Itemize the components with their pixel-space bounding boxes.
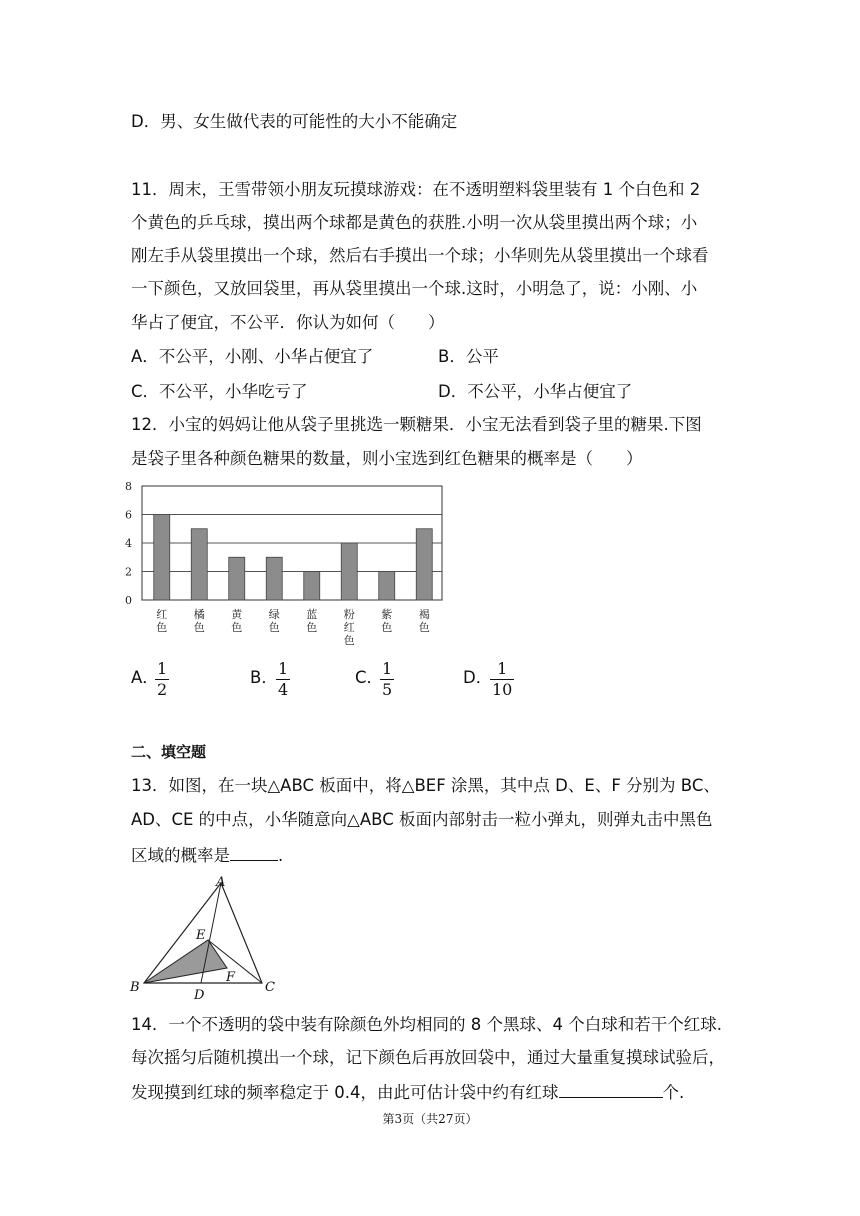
y-tick-label: 4 <box>125 537 132 550</box>
triangle-figure <box>124 872 284 1000</box>
q11-line-2: 个黄色的乒乓球，摸出两个球都是黄色的获胜.小明一次从袋里摸出两个球；小 <box>131 213 698 232</box>
chart-y-axis <box>125 480 132 607</box>
chart-bars <box>154 515 433 601</box>
q12-option-d-letter: D． <box>463 668 493 687</box>
q11-option-c: C．不公平，小华吃亏了 <box>131 382 308 401</box>
answer-blank <box>559 1079 663 1098</box>
x-category-label: 黄色 <box>231 608 243 634</box>
label-c: C <box>265 980 275 995</box>
bar-8 <box>416 529 432 600</box>
q14-line-3-end: 个. <box>662 1083 685 1102</box>
bar-3 <box>229 557 245 600</box>
x-category-label: 红色 <box>156 608 168 634</box>
q11-line-3: 刚左手从袋里摸出一个球，然后右手摸出一个球；小华则先从袋里摸出一个球看 <box>131 246 709 265</box>
q11-option-a: A．不公平，小刚、小华占便宜了 <box>131 347 374 366</box>
q14-line-2: 每次摇匀后随机摸出一个球，记下颜色后再放回袋中，通过大量重复摸球试验后， <box>131 1048 725 1067</box>
q13-line-3-text: 区域的概率是 <box>131 846 230 865</box>
bar-6 <box>341 543 357 600</box>
q13-line-3-end: . <box>278 846 284 865</box>
label-d: D <box>194 988 205 1000</box>
q12-line-1: 12．小宝的妈妈让他从袋子里挑选一颗糖果．小宝无法看到袋子里的糖果.下图 <box>131 415 702 434</box>
q13-line-1: 13．如图，在一块△ABC 板面中，将△BEF 涂黑，其中点 D、E、F 分别为 BC、 <box>131 776 720 795</box>
shaded-triangle-bef <box>144 940 227 983</box>
bar-7 <box>379 572 395 601</box>
bar-2 <box>191 529 207 600</box>
fraction-denominator: 2 <box>157 680 168 699</box>
fraction-numerator: 1 <box>278 659 289 678</box>
q11-line-4: 一下颜色，又放回袋里，再从袋里摸出一个球.这时，小明急了，说：小刚、小 <box>131 279 698 298</box>
fraction-denominator: 5 <box>382 680 393 699</box>
q11-line-1: 11．周末，王雪带领小朋友玩摸球游戏：在不透明塑料袋里装有 1 个白色和 2 <box>131 180 701 199</box>
bar-4 <box>266 557 282 600</box>
q13-line-3 <box>131 842 283 868</box>
q13-line-2: AD、CE 的中点，小华随意向△ABC 板面内部射击一粒小弹丸，则弹丸击中黑色 <box>131 810 713 829</box>
section-title: 二、填空题 <box>131 743 207 761</box>
x-category-label: 粉红色 <box>343 608 355 647</box>
fraction-numerator: 1 <box>382 659 393 678</box>
x-category-label: 橘色 <box>193 608 205 634</box>
y-tick-label: 2 <box>125 565 132 579</box>
label-b: B <box>130 980 140 995</box>
chart-grid <box>142 515 442 572</box>
q12-option-b-letter: B． <box>250 668 278 687</box>
q14-line-3-text: 发现摸到红球的频率稳定于 0.4，由此可估计袋中约有红球 <box>131 1083 559 1102</box>
q12-line-2: 是袋子里各种颜色糖果的数量，则小宝选到红色糖果的概率是（ ） <box>131 449 643 468</box>
q12-option-c-letter: C． <box>355 668 384 687</box>
y-tick-label: 8 <box>125 480 132 493</box>
x-category-label: 紫色 <box>381 608 393 634</box>
label-f: F <box>226 970 236 985</box>
fraction-numerator: 1 <box>157 659 168 678</box>
fraction-denominator: 4 <box>278 680 289 699</box>
q12-option-c-fraction <box>380 660 394 699</box>
q12-option-a-letter: A． <box>131 668 159 687</box>
x-category-label: 褐色 <box>418 608 430 634</box>
q12-option-d-fraction <box>490 660 514 699</box>
bar-5 <box>304 572 320 601</box>
q12-option-b-fraction <box>276 660 290 699</box>
q12-option-a-fraction <box>155 660 169 699</box>
q14-line-1: 14．一个不透明的袋中装有除颜色外均相同的 8 个黑球、4 个白球和若干个红球. <box>131 1015 722 1034</box>
y-tick-label: 6 <box>125 508 132 522</box>
page-footer: 第3页（共27页） <box>382 1112 478 1126</box>
x-category-label: 蓝色 <box>306 608 318 634</box>
bar-1 <box>154 515 170 601</box>
q10-option-d: D．男、女生做代表的可能性的大小不能确定 <box>131 112 458 131</box>
y-tick-label: 0 <box>125 594 132 607</box>
q11-option-b: B．公平 <box>438 347 499 366</box>
chart-x-axis <box>156 607 430 647</box>
fraction-denominator: 10 <box>492 680 513 699</box>
candy-color-bar-chart <box>118 476 458 651</box>
x-category-label: 绿色 <box>268 608 280 634</box>
q11-option-d: D．不公平，小华占便宜了 <box>438 382 633 401</box>
label-a: A <box>216 875 226 890</box>
q14-line-3 <box>131 1079 684 1105</box>
q11-line-5: 华占了便宜，不公平．你认为如何（ ） <box>131 313 445 332</box>
fraction-numerator: 1 <box>497 659 508 678</box>
answer-blank <box>230 842 278 861</box>
label-e: E <box>196 928 206 943</box>
